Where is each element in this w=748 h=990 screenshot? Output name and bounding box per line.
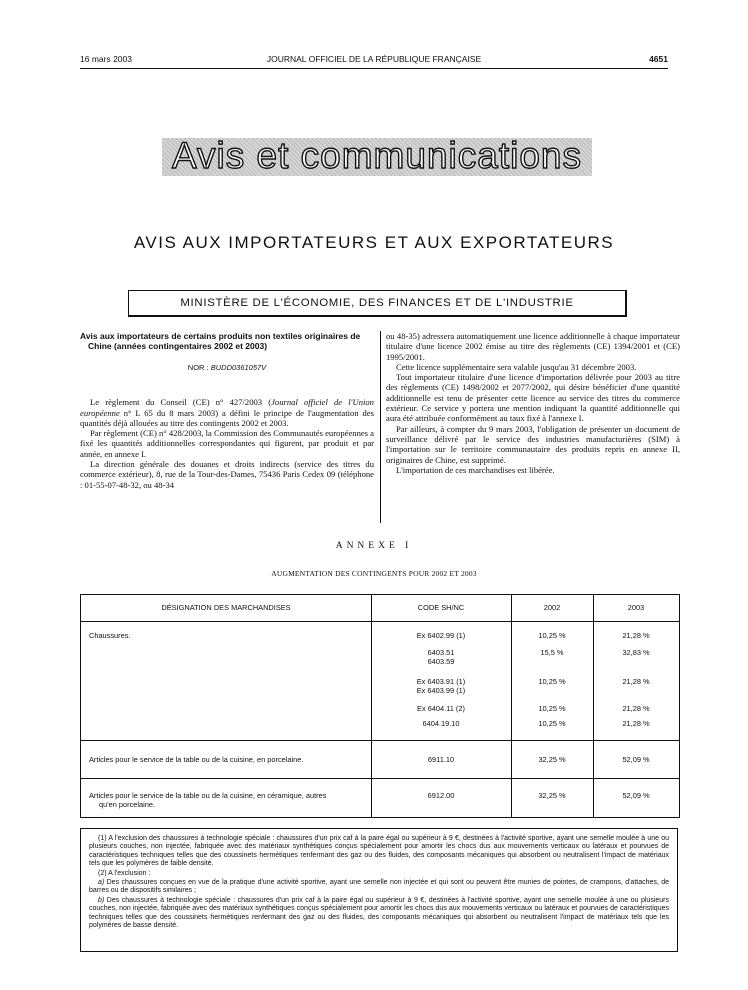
header-date: 16 mars 2003	[80, 54, 132, 64]
notice-column-left	[80, 331, 374, 490]
footnote-2b-label: b)	[98, 896, 105, 904]
notice-title: Avis aux importateurs de certains produits non textiles originaires de Chine (années contingentaires 2002 et 2003)	[80, 331, 361, 351]
footnote-1: (1) A l'exclusion des chaussures à technologie spéciale : chaussures d'un prix caf à la paire égal ou supérieur à 9 €, destinées à l'activité sportive, ayant une semelle moulée à une ou plusieurs couches, non injectée, fabriquée avec des matériaux synthétiques conçus spécialement pour amortir les chocs dus aux mouvements verticaux ou latéraux et pourvues de caractéristiques techniques telles que des coussinets hermétiques renfermant des gaz ou des fluides, des composants mécaniques qui absorbent ou neutralisent l'impact de matériaux tels que les polymères de faible densité.	[89, 835, 669, 868]
code-ceramique: 6912.00	[427, 791, 455, 800]
table-row-code: 6403.59	[427, 657, 455, 666]
paragraph-reglement-commission: Par règlement (CE) n° 428/2003, la Commission des Communautés européennes a fixé les quantités additionnelles correspondantes qui figurent, par produit et par année, en annexe I.	[80, 428, 374, 459]
footnote-2a	[89, 879, 669, 896]
ministry-heading: MINISTÈRE DE L'ÉCONOMIE, DES FINANCES ET DE L'INDUSTRIE	[128, 290, 627, 317]
nor-label: NOR :	[187, 363, 209, 372]
table-row-code: Ex 6403.99 (1)	[416, 686, 466, 695]
table-row-code: 6404.19.10	[422, 719, 460, 728]
footnote-2b	[89, 897, 669, 931]
footnote-2a-text: Des chaussures conçues en vue de la pratique d'une activité sportive, ayant une semelle non injectée et qui sont ou peuvent être munies de pointes, de crampons, d'attaches, de barres ou de dispositifs similaires ;	[89, 879, 669, 895]
table-row-code: Ex 6403.91 (1)	[416, 677, 466, 686]
value-2002-porcelaine: 32,25 %	[538, 755, 566, 764]
paragraph-reglement-conseil	[80, 397, 374, 428]
code-porcelaine: 6911.10	[427, 755, 455, 764]
header-page-number: 4651	[649, 54, 668, 64]
table-row-code: Ex 6404.11 (2)	[417, 704, 465, 713]
paragraph-direction-douanes: La direction générale des douanes et droits indirects (service des titres du commerce extérieur), 8, rue de la Tour-des-Dames, 75436 Paris Cedex 09 (téléphone : 01-55-07-48-32, ou 48-34	[80, 459, 374, 490]
nor-reference	[80, 363, 374, 373]
paragraph-liberation: L'importation de ces marchandises est libérée.	[396, 464, 555, 475]
header-year-2002: 2002	[543, 603, 561, 612]
table-row-2002: 10,25 %	[538, 719, 566, 728]
header-journal-title: JOURNAL OFFICIEL DE LA RÉPUBLIQUE FRANÇAISE	[266, 54, 482, 64]
paragraph-surveillance: Par ailleurs, à compter du 9 mars 2003, l'obligation de présenter un document de surveillance délivré par le service des industries manufacturières (SIM) à l'importation sur le territoire communautaire des produits repris en annexe II, originaires de Chine, est supprimé.	[386, 423, 680, 465]
value-2002-ceramique: 32,25 %	[538, 791, 566, 800]
notice-column-right	[386, 331, 680, 475]
table-row-code: Ex 6402.99 (1)	[416, 631, 466, 640]
running-header	[80, 54, 668, 69]
paragraph-text: n° L 65 du 8 mars 2003) a défini le principe de l'augmentation des quantités déjà allouées au titre des contingents 2002 et 2003.	[80, 407, 374, 428]
nor-value: BUDD0361057V	[210, 363, 267, 372]
header-designation: DÉSIGNATION DES MARCHANDISES	[161, 603, 291, 612]
footnote-2b-text: Des chaussures à technologie spéciale : chaussures d'un prix caf à la paire égal ou supérieur à 9 €, destinées à l'activité sportive, ayant une semelle moulée à une ou plusieurs couches, non injectée, fabriquée avec des matériaux synthétiques conçus spécialement pour amortir les chocs dus aux mouvements verticaux ou latéraux et pourvues de caractéristiques techniques telles que des coussinets hermétiques renfermant des gaz ou des fluides, des composants mécaniques qui absorbent ou neutralisent l'impact de matériaux tels que les polymères de basse densité.	[89, 896, 669, 930]
header-year-2003: 2003	[627, 603, 645, 612]
table-row-2002: 10,25 %	[538, 704, 566, 713]
header-code: CODE SH/NC	[417, 603, 465, 612]
footnote-2a-label: a)	[98, 879, 105, 887]
table-row-2003: 21,28 %	[622, 677, 650, 686]
annexe-subtitle: AUGMENTATION DES CONTINGENTS POUR 2002 ET 2003	[271, 569, 477, 578]
table-row-2003: 21,28 %	[622, 704, 650, 713]
table-row-2002: 10,25 %	[538, 631, 566, 640]
table-row-2003: 21,28 %	[622, 631, 650, 640]
designation-porcelaine: Articles pour le service de la table ou de la cuisine, en porcelaine.	[89, 755, 304, 764]
banner-title: Avis et communications	[172, 135, 582, 176]
paragraph-validite: Cette licence supplémentaire sera valable jusqu'au 31 décembre 2003.	[396, 361, 637, 372]
footnotes-box	[80, 828, 678, 952]
paragraph-licence-additionnelle: ou 48-35) adressera automatiquement une licence additionnelle à chaque importateur titulaire d'une licence 2002 émise au titre des règlements (CE) 1394/2001 et (CE) 1995/2001.	[386, 331, 680, 362]
table-row-2003: 21,28 %	[622, 719, 650, 728]
designation-chaussures: Chaussures.	[89, 631, 131, 640]
value-2003-porcelaine: 52,09 %	[622, 755, 650, 764]
designation-ceramique-cont: qu'en porcelaine.	[99, 800, 156, 809]
journal-reference: Journal officiel de l'Union européenne	[80, 397, 374, 418]
table-row-2002: 10,25 %	[538, 677, 566, 686]
quota-table	[80, 594, 680, 818]
column-divider	[380, 331, 381, 523]
paragraph-importateur-2003: Tout importateur titulaire d'une licence d'importation délivrée pour 2003 au titre des règlements (CE) 1498/2002 et 2077/2002, qui désire bénéficier d'une quantité additionnelle est tenu de présenter cette licence au service des titres du commerce extérieur. Ce service y portera une mention indiquant la quantité additionnelle qui aura été attribuée conformément au taux fixé à l'annexe I.	[386, 372, 680, 424]
table-row-2003: 32,83 %	[622, 648, 650, 657]
table-row-2002: 15,5 %	[540, 648, 564, 657]
designation-ceramique: Articles pour le service de la table ou de la cuisine, en céramique, autres	[89, 791, 327, 800]
paragraph-text: Le règlement du Conseil (CE) n° 427/2003 (	[90, 397, 272, 408]
value-2003-ceramique: 52,09 %	[622, 791, 650, 800]
section-title: AVIS AUX IMPORTATEURS ET AUX EXPORTATEURS	[133, 233, 615, 252]
table-row-code: 6403.51	[427, 648, 455, 657]
footnote-2: (2) A l'exclusion :	[98, 869, 151, 877]
annexe-title: ANNEXE I	[335, 541, 413, 551]
